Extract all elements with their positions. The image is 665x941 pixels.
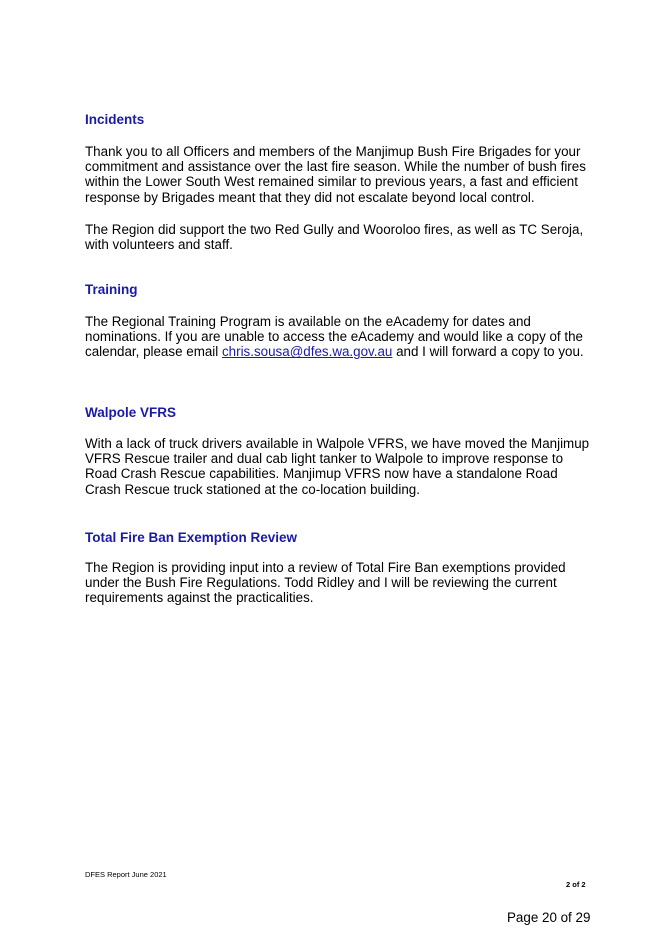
- incidents-paragraph-2: The Region did support the two Red Gully and Wooroloo fires, as well as TC Seroja, with volunteers and staff.: [85, 222, 584, 253]
- incidents-paragraph-1: Thank you to all Officers and members of the Manjimup Bush Fire Brigades for your commitment and assistance over the last fire season. While the number of bush fires within the Lower South West remained similar to previous years, a fast and efficient response by Brigades meant that they did not escalate beyond local control.: [85, 144, 586, 205]
- email-link[interactable]: chris.sousa@dfes.wa.gov.au: [221, 344, 393, 360]
- page-number: Page 20 of 29: [507, 910, 591, 925]
- walpole-paragraph: With a lack of truck drivers available in Walpole VFRS, we have moved the Manjimup VFRS Rescue trailer and dual cab light tanker to Walpole to improve response to Road Crash Rescue capabilities. Manjimup VFRS now have a standalone Road Crash Rescue truck stationed at the co-location building.: [85, 436, 590, 497]
- training-text-before-link: The Regional Training Program is available on the eAcademy for dates and nominations. If you are unable to access the eAcademy and would like a copy of the calendar, please email: [85, 314, 583, 360]
- tfb-paragraph: The Region is providing input into a review of Total Fire Ban exemptions provided under the Bush Fire Regulations. Todd Ridley and I will be reviewing the current requirements against the practicalities.: [85, 560, 566, 606]
- footer-inner-page: 2 of 2: [566, 880, 586, 889]
- training-heading: Training: [85, 282, 138, 297]
- walpole-vfrs-heading: Walpole VFRS: [85, 405, 177, 420]
- tfb-review-heading: Total Fire Ban Exemption Review: [85, 530, 298, 545]
- incidents-heading: Incidents: [85, 112, 145, 127]
- training-paragraph: [85, 314, 595, 360]
- footer-report-label: DFES Report June 2021: [85, 870, 167, 879]
- training-text-after-link: and I will forward a copy to you.: [392, 344, 584, 360]
